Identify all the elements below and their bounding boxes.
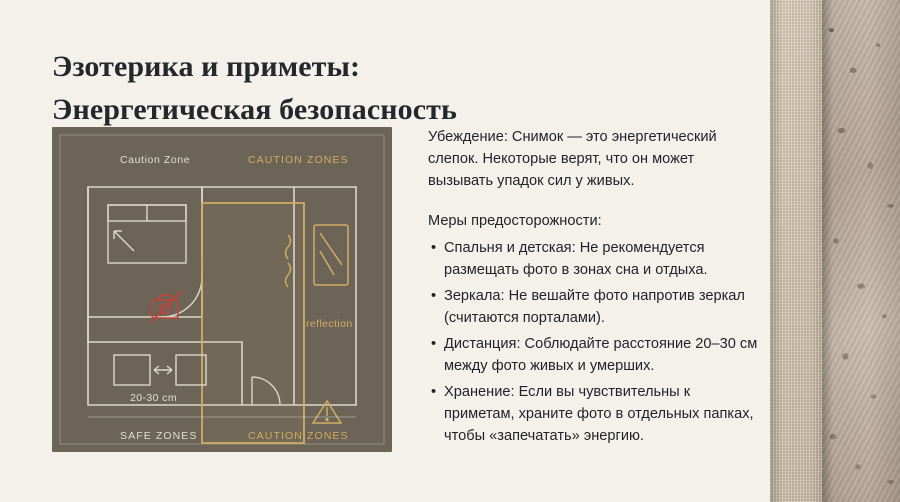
figure-label-distance: 20-30 cm (130, 392, 177, 404)
granite-texture-panel (822, 0, 900, 502)
precautions-list (428, 238, 758, 447)
figure-label-reflection: reflection (306, 318, 353, 330)
figure-label-caution-zones-bottom: CAUTION ZONES (248, 430, 349, 442)
page-title (52, 46, 752, 131)
list-item: • Дистанция: Соблюдайте расстояние 20–30 см между фото живых и умерших. (428, 334, 758, 378)
list-item: • Хранение: Если вы чувствительны к приметам, храните фото в отдельных папках, чтобы «запечатать» энергию. (428, 382, 758, 448)
figure-label-caution-zone-top-left: Caution Zone (120, 154, 191, 166)
page-title-line-2: Энергетическая безопасность (52, 92, 457, 126)
decorative-right-strip (770, 0, 900, 502)
list-item: • Зеркала: Не вешайте фото напротив зеркал (считаются порталами). (428, 286, 758, 330)
floorplan-figure (52, 127, 392, 452)
list-item: • Спальня и детская: Не рекомендуется размещать фото в зонах сна и отдыха. (428, 238, 758, 282)
intro-paragraph: Убеждение: Снимок — это энергетический слепок. Некоторые верят, что он может вызывать упадок сил у живых. (428, 129, 717, 190)
content-column (428, 126, 758, 451)
figure-label-caution-zones-top-right: CAUTION ZONES (248, 154, 349, 166)
figure-label-safe-zones: SAFE ZONES (120, 430, 198, 442)
precautions-subheading: Меры предосторожности: (428, 212, 602, 229)
page-title-line-1: Эзотерика и приметы: (52, 50, 361, 84)
linen-texture-panel (770, 0, 828, 502)
